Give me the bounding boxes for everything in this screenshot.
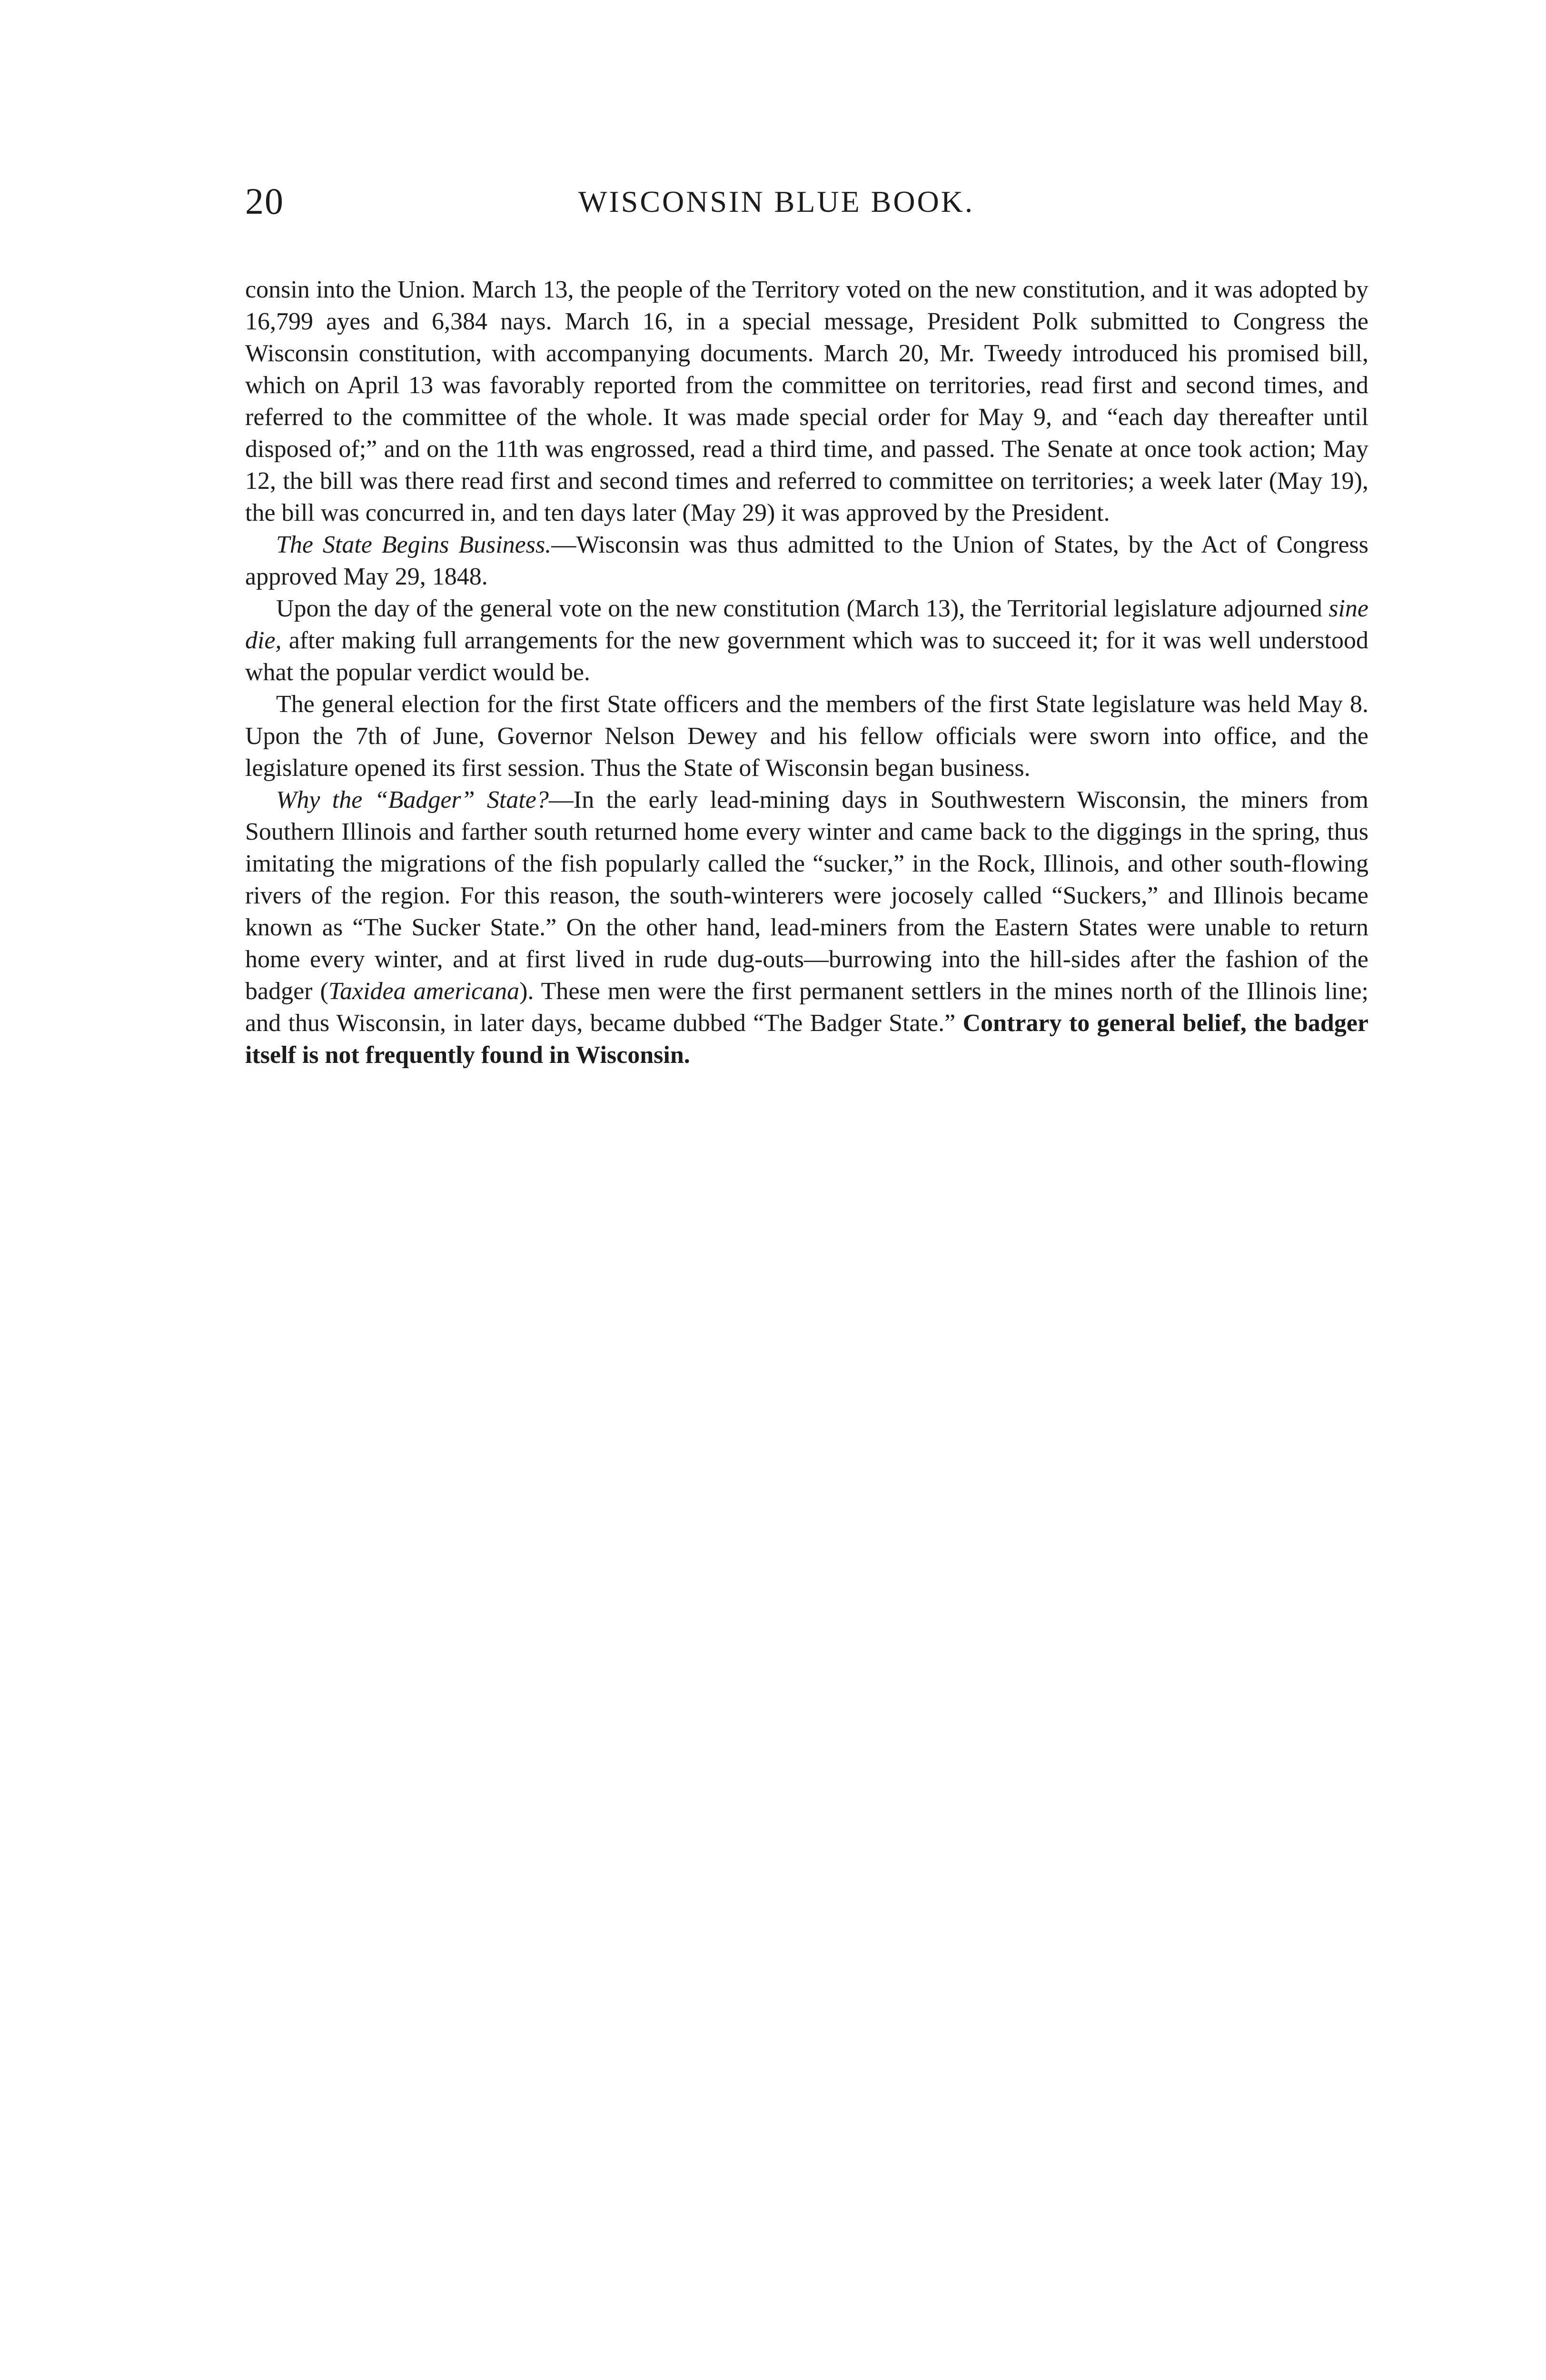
paragraph-text: ). These men were the first permanent settlers in the mines north of the Illinois line; and thus Wisconsin, in later days, became dubbed “The Badger State.” (245, 978, 1368, 1037)
closing-sentence: Contrary to general belief, the badger itself is not frequently found in Wisconsin. (245, 1010, 1369, 1069)
paragraph-text: after making full arrangements for the new government which was to succeed it; for it was well understood what the popular verdict would be. (245, 627, 1368, 686)
paragraph-badger-state (245, 784, 1368, 1071)
paragraph-legislature-adjourned (245, 593, 1368, 688)
page-header (245, 180, 1368, 223)
section-heading: The State Begins Business. (276, 531, 552, 558)
paragraph-general-election (245, 688, 1368, 784)
scientific-name: Taxidea americana (328, 978, 520, 1005)
latin-phrase: sine die, (245, 595, 1368, 654)
paragraph-text: Upon the day of the general vote on the new constitution (March 13), the Territorial legislature adjourned (276, 595, 1329, 622)
paragraph-state-begins-business (245, 529, 1368, 593)
paragraph-text: The general election for the first State officers and the members of the first State legislature was held May 8. Upon the 7th of June, Governor Nelson Dewey and his fellow officials were sworn into office, and the legislature opened its first session. Thus the State of Wisconsin began business. (245, 691, 1368, 782)
paragraph-text: —Wisconsin was thus admitted to the Union of States, by the Act of Congress approved May 29, 1848. (245, 531, 1368, 590)
paragraph-text: consin into the Union. March 13, the people of the Territory voted on the new constitution, and it was adopted by 16,799 ayes and 6,384 nays. March 16, in a special message, President Polk submitted to Congress the Wisconsin constitution, with accompanying documents. March 20, Mr. Tweedy introduced his promised bill, which on April 13 was favorably reported from the committee on territories, read first and second times, and referred to the committee of the whole. It was made special order for May 9, and “each day thereafter until disposed of;” and on the 11th was engrossed, read a third time, and passed. The Senate at once took action; May 12, the bill was there read first and second times and referred to committee on territories; a week later (May 19), the bill was concurred in, and ten days later (May 29) it was approved by the President. (245, 276, 1368, 526)
paragraph-admission (245, 274, 1368, 529)
running-head: WISCONSIN BLUE BOOK. (578, 185, 974, 218)
page-number: 20 (245, 180, 284, 222)
body-text (245, 274, 1368, 1071)
paragraph-text: —In the early lead-mining days in Southwestern Wisconsin, the miners from Southern Illinois and farther south returned home every winter and came back to the diggings in the spring, thus imitating the migrations of the fish popularly called the “sucker,” in the Rock, Illinois, and other south-flowing rivers of the region. For this reason, the south-winterers were jocosely called “Suckers,” and Illinois became known as “The Sucker State.” On the other hand, lead-miners from the Eastern States were unable to return home every winter, and at first lived in rude dug-outs—burrowing into the hill-sides after the fashion of the badger ( (245, 786, 1368, 1005)
section-heading: Why the “Badger” State? (276, 786, 549, 813)
